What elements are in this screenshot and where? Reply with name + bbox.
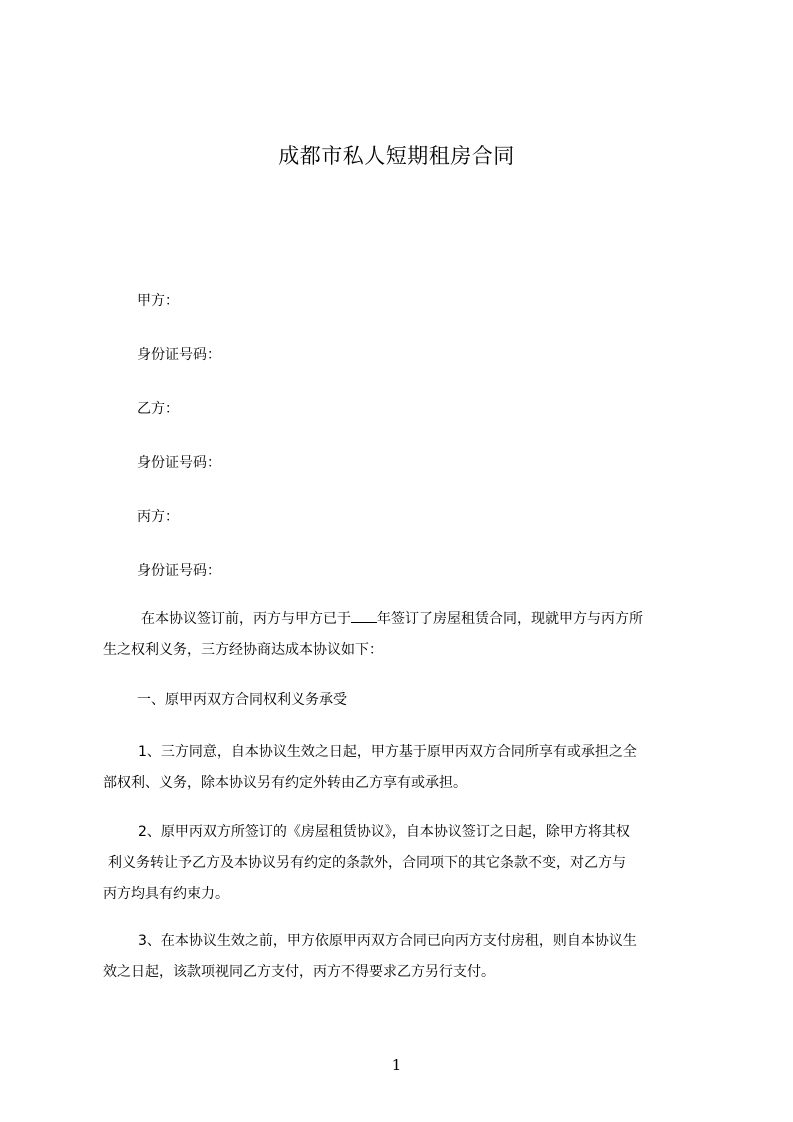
clause-2-paragraph [103, 817, 715, 910]
clause-3-line-2: 效之日起，该款项视同乙方支付，丙方不得要求乙方另行支付。 [103, 964, 495, 980]
year-blank [351, 608, 377, 623]
party-b-label: 乙方： [137, 401, 179, 417]
clause-2-line-3: 丙方均具有约束力。 [103, 886, 229, 902]
clause-2-line-1: 2、原甲丙双方所签订的《房屋租赁协议》，自本协议签订之日起，除甲方将其权 [138, 824, 630, 840]
clause-1-line-2: 部权利、义务，除本协议另有约定外转由乙方享有或承担。 [103, 775, 467, 791]
document-title: 成都市私人短期租房合同 [278, 144, 515, 168]
preamble-text-after-blank: 年签订了房屋租赁合同，现就甲方与丙方所 [377, 611, 643, 627]
party-a-label: 甲方： [137, 293, 179, 309]
clause-2-line-2: 利义务转让予乙方及本协议另有约定的条款外，合同项下的其它条款不变，对乙方与 [108, 855, 626, 871]
party-a-id-label: 身份证号码： [137, 347, 221, 363]
clause-3-line-1: 3、在本协议生效之前，甲方依原甲丙双方合同已向丙方支付房租，则自本协议生 [138, 933, 637, 949]
party-b-id-label: 身份证号码： [137, 455, 221, 471]
party-c-label: 丙方： [137, 509, 179, 525]
preamble-text-before-blank: 在本协议签订前，丙方与甲方已于 [141, 611, 351, 627]
party-c-id-label: 身份证号码： [137, 563, 221, 579]
preamble-paragraph [103, 604, 715, 666]
page-number: 1 [391, 1056, 402, 1074]
section-1-heading: 一、原甲丙双方合同权利义务承受 [137, 692, 347, 708]
clause-3-paragraph [103, 926, 715, 988]
preamble-line-1 [103, 604, 715, 635]
clause-1-line-1: 1、三方同意，自本协议生效之日起，甲方基于原甲丙双方合同所享有或承担之全 [138, 744, 637, 760]
clause-1-paragraph [103, 737, 715, 799]
preamble-line-2: 生之权利义务，三方经协商达成本协议如下： [103, 642, 383, 658]
